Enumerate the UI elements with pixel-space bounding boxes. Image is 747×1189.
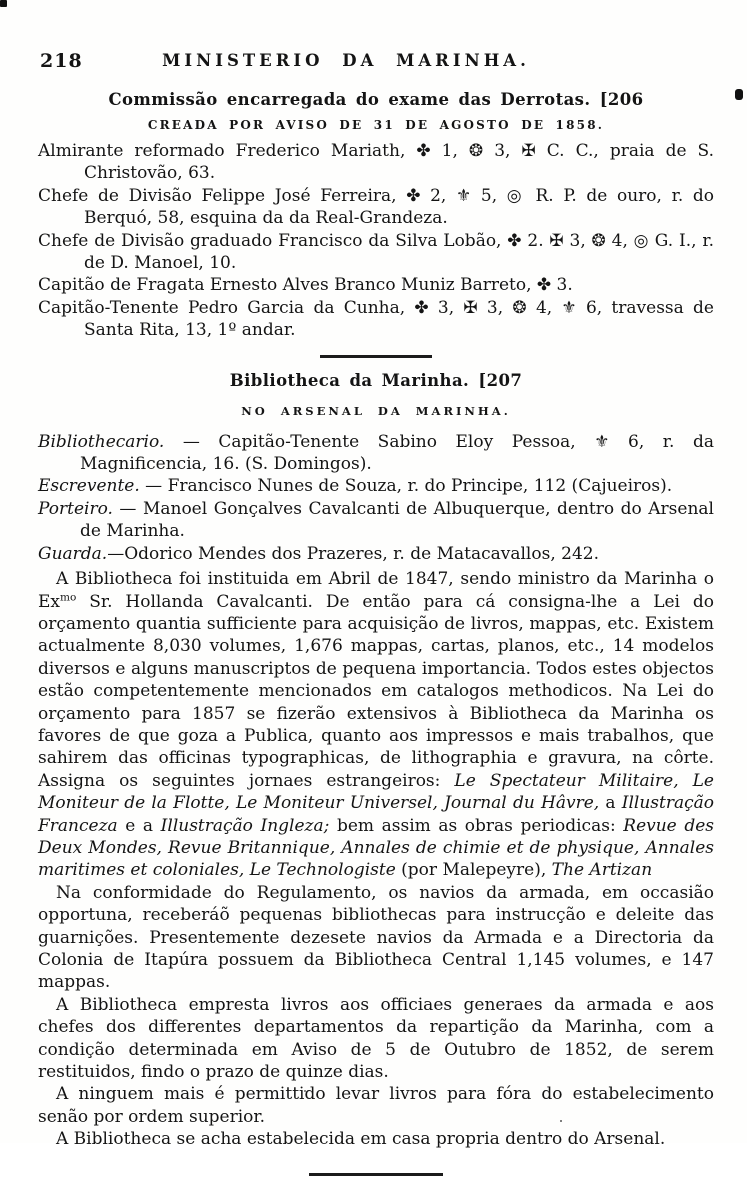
staff-list	[38, 431, 714, 565]
staff-entry	[38, 498, 714, 543]
body-text	[38, 568, 714, 1151]
staff-entry	[38, 475, 714, 497]
staff-role: Escrevente.	[38, 476, 140, 497]
staff-role: Bibliothecario.	[38, 431, 165, 452]
section-ref: [206	[599, 90, 644, 109]
paragraph: A Bibliotheca empresta livros aos officiaes generaes da armada e aos chefes dos differentes departamentos da repartição da Marinha, com a condição determinada em Aviso de 5 de Outubro de 1852, de serem restituidos, findo o prazo de quinze dias.	[38, 994, 714, 1083]
paragraph: A Bibliotheca foi instituida em Abril de 1847, sendo ministro da Marinha o $Ex^{mo}$ Sr. Hollanda Cavalcanti. De então para cá consigna-lhe a Lei do orçamento quantia sufficiente para acquisição de livros, mappas, etc. Existem actualmente 8,030 volumes, 1,676 mappas, cartas, planos, etc., 14 modelos diversos e alguns manuscriptos de pequena importancia. Todos estes objectos estão competentemente mencionados em catalogos methodicos. Na Lei do orçamento para 1857 se fizerão extensivos à Bibliotheca da Marinha os favores de que goza a Publica, quanto aos impressos e mais trabalhos, que sahirem das officinas typographicas, de lithographia e gravura, na côrte. Assigna os seguintes jornaes estrangeiros: Le Spectateur Militaire, Le Moniteur de la Flotte, Le Moniteur Universel, Journal du Hâvre, a Illustração Franceza e a Illustração Ingleza; bem assim as obras periodicas: Revue des Deux Mondes, Revue Britannique, Annales de chimie et de physique, Annales maritimes et coloniales, Le Technologiste (por Malepeyre), The Artizan	[38, 569, 714, 881]
running-header: MINISTERIO DA MARINHA.	[162, 51, 530, 70]
section-subtitle: NO ARSENAL DA MARINHA.	[241, 403, 511, 418]
paragraph: Na conformidade do Regulamento, os navios da armada, em occasião opportuna, receberáõ pequenas bibliothecas para instrucção e deleite das guarnições. Presentemente dezesete navios da Armada e a Directoria da Colonia de Itapúra possuem da Bibliotheca Central 1,145 volumes, e 147 mappas.	[38, 882, 714, 993]
section-title-text: Bibliotheca da Marinha.	[229, 370, 470, 390]
section-title-text: Commissão encarregada do exame das Derrotas.	[108, 90, 591, 109]
masthead	[38, 50, 714, 76]
section-title	[38, 371, 714, 390]
officer-entry: Capitão-Tenente Pedro Garcia da Cunha, ✤ 3, ✠ 3, ❂ 4, ⚜ 6, travessa de Santa Rita, 13, 1º andar.	[38, 297, 714, 341]
end-divider	[309, 1173, 443, 1176]
ink-speck	[0, 0, 7, 7]
section-subtitle: CREADA POR AVISO DE 31 DE AGOSTO DE 1858.	[147, 118, 605, 132]
section-bibliotheca	[38, 371, 714, 1151]
section-ref: [207	[478, 370, 523, 390]
ink-speck	[735, 89, 743, 100]
officer-entry: Almirante reformado Frederico Mariath, ✤ 1, ❂ 3, ✠ C. C., praia de S. Christovão, 63.	[38, 141, 714, 184]
page-number: 218	[40, 50, 83, 72]
staff-role: Porteiro.	[38, 498, 113, 519]
staff-entry	[38, 431, 714, 476]
section-divider	[320, 355, 432, 358]
officer-entry: Chefe de Divisão graduado Francisco da Silva Lobão, ✤ 2. ✠ 3, ❂ 4, ◎ G. I., r. de D. Manoel, 10.	[38, 230, 714, 274]
paragraph: A Bibliotheca se acha estabelecida em casa propria dentro do Arsenal.	[56, 1129, 666, 1150]
officer-list	[38, 140, 714, 342]
section-title	[38, 90, 714, 109]
section-commissao	[38, 90, 714, 342]
staff-role: Guarda.	[38, 543, 108, 564]
staff-entry	[38, 543, 714, 565]
staff-detail: — Capitão-Tenente Sabino Eloy Pessoa, ⚜ 6, r. da Magnificencia, 16. (S. Domingos).	[80, 431, 714, 475]
officer-entry: Chefe de Divisão Felippe José Ferreira, ✤ 2, ⚜ 5, ◎ R. P. de ouro, r. do Berquó, 58, esquina da da Real-Grandeza.	[38, 185, 714, 229]
staff-detail: — Manoel Gonçalves Cavalcanti de Albuquerque, dentro do Arsenal de Marinha.	[80, 498, 714, 542]
officer-entry: Capitão de Fragata Ernesto Alves Branco Muniz Barreto, ✤ 3.	[38, 275, 573, 296]
staff-detail: —Odorico Mendes dos Prazeres, r. de Matacavallos, 242.	[107, 543, 599, 564]
paragraph: A ninguem mais é permittido levar livros para fóra do estabelecimento senão por ordem superior.	[38, 1084, 714, 1127]
page-content	[38, 50, 714, 1189]
staff-detail: — Francisco Nunes de Souza, r. do Principe, 112 (Cajueiros).	[139, 476, 673, 497]
